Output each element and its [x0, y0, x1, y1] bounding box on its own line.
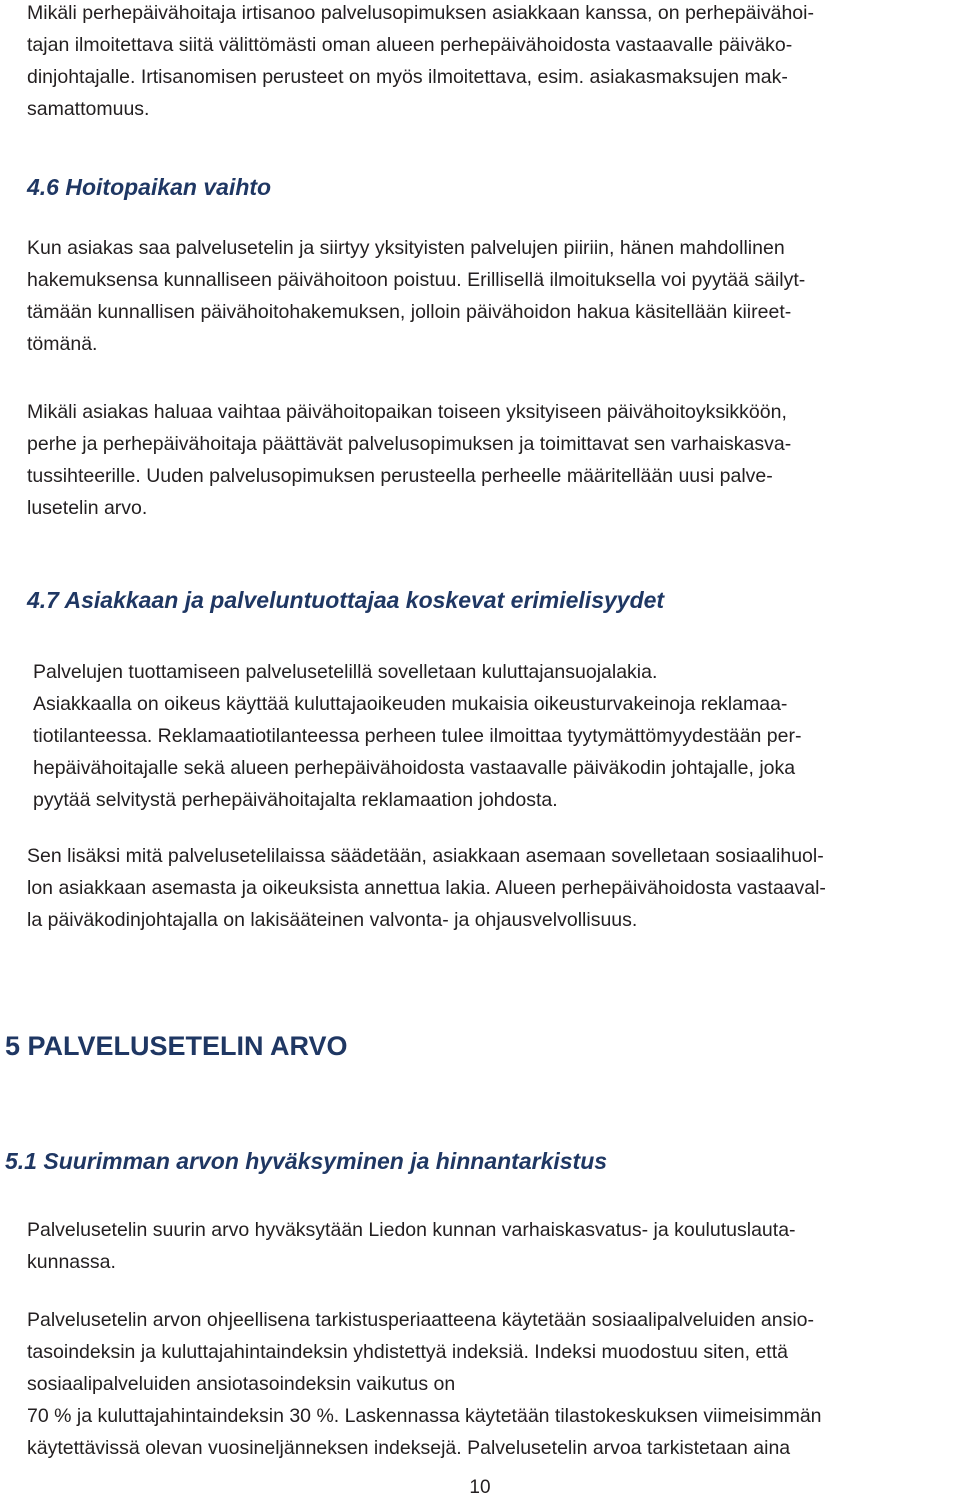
text-line: Mikäli perhepäivähoitaja irtisanoo palvelusopimuksen asiakkaan kanssa, on perhepäivähoi-: [27, 2, 814, 24]
text-line: Kun asiakas saa palvelusetelin ja siirtyy yksityisten palvelujen piiriin, hänen mahdollinen: [27, 237, 785, 259]
text-line: tasoindeksin ja kuluttajahintaindeksin yhdistettyä indeksiä. Indeksi muodostuu siten, että: [27, 1341, 788, 1363]
paragraph-client-position: [27, 840, 826, 936]
text-line: tajan ilmoitettava siitä välittömästi oman alueen perhepäivähoidosta vastaavalle päiväko-: [27, 34, 793, 56]
text-line: Palvelujen tuottamiseen palvelusetelillä sovelletaan kuluttajansuojalakia.: [33, 661, 658, 683]
paragraph-index-review: [27, 1304, 822, 1464]
text-line: perhe ja perhepäivähoitaja päättävät palvelusopimuksen ja toimittavat sen varhaiskasva-: [27, 433, 792, 455]
paragraph-service-voucher-transfer: [27, 232, 805, 360]
text-line: samattomuus.: [27, 98, 150, 120]
text-line: dinjohtajalle. Irtisanomisen perusteet on myös ilmoitettava, esim. asiakasmaksujen mak-: [27, 66, 788, 88]
text-line: tussihteerille. Uuden palvelusopimuksen perusteella perheelle määritellään uusi palve-: [27, 465, 773, 487]
text-line: hakemuksensa kunnalliseen päivähoitoon poistuu. Erillisellä ilmoituksella voi pyytää säilyt-: [27, 269, 806, 291]
text-line: Palvelusetelin suurin arvo hyväksytään Liedon kunnan varhaiskasvatus- ja koulutuslauta-: [27, 1219, 796, 1241]
text-line: 70 % ja kuluttajahintaindeksin 30 %. Laskennassa käytetään tilastokeskuksen viimeisimmän: [27, 1405, 822, 1427]
heading-4-6: 4.6 Hoitopaikan vaihto: [27, 174, 272, 200]
text-line: hepäivähoitajalle sekä alueen perhepäivähoidosta vastaavalle päiväkodin johtajalle, joka: [33, 757, 796, 779]
text-line: pyytää selvitystä perhepäivähoitajalta reklamaation johdosta.: [33, 789, 558, 811]
paragraph-max-value: [27, 1214, 796, 1278]
page-number: 10: [469, 1477, 491, 1498]
paragraph-termination: [27, 0, 814, 125]
paragraph-consumer-protection: [33, 656, 801, 816]
text-line: käytettävissä olevan vuosineljänneksen indeksejä. Palvelusetelin arvoa tarkistetaan aina: [27, 1437, 791, 1459]
heading-5: 5 PALVELUSETELIN ARVO: [5, 1031, 348, 1061]
text-line: lusetelin arvo.: [27, 497, 148, 519]
text-line: Palvelusetelin arvon ohjeellisena tarkistusperiaatteena käytetään sosiaalipalveluiden ansio-: [27, 1309, 814, 1331]
text-line: tiotilanteessa. Reklamaatiotilanteessa perheen tulee ilmoittaa tyytymättömyydestään per-: [33, 725, 802, 747]
text-line: Sen lisäksi mitä palvelusetelilaissa säädetään, asiakkaan asemaan sovelletaan sosiaalihuol-: [27, 845, 824, 867]
text-line: kunnassa.: [27, 1251, 116, 1273]
heading-4-7: 4.7 Asiakkaan ja palveluntuottajaa koskevat erimielisyydet: [27, 587, 665, 613]
heading-5-1: 5.1 Suurimman arvon hyväksyminen ja hinnantarkistus: [5, 1148, 608, 1174]
text-line: Mikäli asiakas haluaa vaihtaa päivähoitopaikan toiseen yksityiseen päivähoitoyksikköön,: [27, 401, 787, 423]
text-line: sosiaalipalveluiden ansiotasoindeksin vaikutus on: [27, 1373, 456, 1395]
text-line: Asiakkaalla on oikeus käyttää kuluttajaoikeuden mukaisia oikeusturvakeinoja reklamaa-: [33, 693, 788, 715]
text-line: tömänä.: [27, 333, 98, 355]
paragraph-change-daycare: [27, 396, 791, 524]
text-line: tämään kunnallisen päivähoitohakemuksen, jolloin päivähoidon hakua käsitellään kiireet-: [27, 301, 792, 323]
text-line: la päiväkodinjohtajalla on lakisääteinen valvonta- ja ohjausvelvollisuus.: [27, 909, 638, 931]
text-line: lon asiakkaan asemasta ja oikeuksista annettua lakia. Alueen perhepäivähoidosta vastaaval-: [27, 877, 826, 899]
